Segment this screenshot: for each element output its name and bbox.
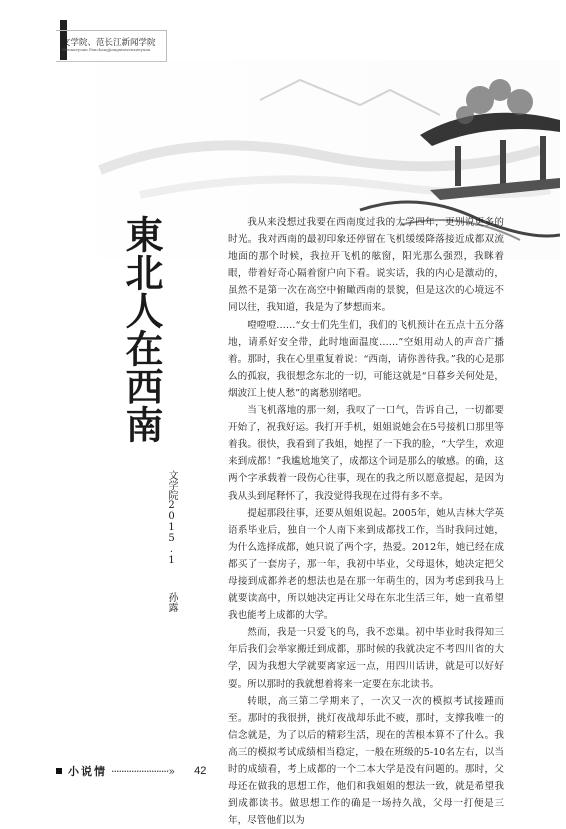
article-byline (165, 470, 177, 612)
footer-square-icon (56, 768, 62, 774)
paragraph: 我从来没想过我要在西南度过我的大学四年，更别说更多的时光。我对西南的最初印象还停留在飞机缓缓降落接近成都双流地面的那个时候，我拉开飞机的舷窗，阳光那么强烈，我眯着眼，带着好奇心隔着窗户向下看。说实话，我的内心是激动的，虽然不是第一次在高空中俯瞰西南的景貌，但是这次的心境远不同以往，我知道，我是为了梦想而来。 (228, 217, 504, 314)
paragraph: 噔噔噔……“女士们先生们，我们的飞机预计在五点十五分落地，请系好安全带，此时地面温度……”空姐用动人的声音广播着。那时，我在心里重复着说：“西南，请你善待我。”我的心是那么的孤寂，我很想念东北的一切，可能这就是“日暮乡关何处是，烟波江上使人愁”的离愁别绪吧。 (228, 319, 504, 399)
page-footer (56, 763, 206, 779)
paragraph: 然而，我是一只爱飞的鸟，我不恋巢。初中毕业时我得知三年后我们会举家搬迁到成都，那时候的我就决定不考四川省的大学，因为我想大学就要离家远一点，用四川话讲，就是可以好好耍。所以那时的我就想着将来一定要在东北读书。 (228, 627, 504, 690)
paragraph: 转眼，高三第二学期来了，一次又一次的模拟考试接踵而至。那时的我很拼，挑灯夜战却乐此不疲，那时，支撑我唯一的信念就是，为了以后的精彩生活，现在的苦根本算不了什么。我高三的模拟考试成绩相当稳定，一般在班级的5-10名左右，以当时的成绩看，考上成都的一个二本大学是没有问题的。那时，父母还在做我的思想工作，他们和我姐姐的想法一致，就是希望我到成都读书。做思想工作的确是一场持久战，父母一打便是三年，尽管他们以为 (228, 695, 504, 827)
article-body (228, 214, 504, 829)
article-title: 東北人在西南 (119, 215, 164, 443)
paragraph: 提起那段往事，还要从姐姐说起。2005年，她从吉林大学英语系毕业后，独自一个人南下来到成都找工作，当时我问过她，为什么选择成都，她只说了两个字，热爱。2012年，她已经在成都买了一套房子，那一年，我初中毕业，父母退休，她决定把父母接到成都养老的想法也是在那一年萌生的，因为考虑到我马上就要读高中，所以她决定再让父母在东北生活三年，她一直希望我也能考上成都的大学。 (228, 507, 504, 622)
page-number: 42 (194, 765, 207, 777)
byline-author: 孙露 (166, 592, 177, 612)
footer-dots: ·······················» (111, 764, 175, 778)
section-title: 文学院、范长江新闻学院 (62, 38, 156, 48)
paragraph: 当飞机落地的那一刻，我叹了一口气，告诉自己，一切都要开始了，祝我好运。我打开手机，姐姐说她会在5号接机口那里等着我。很快，我看到了我姐，她捏了一下我的脸，“大学生，欢迎来到成都！”我尴尬地笑了，成都这个词是那么的敏感。的确，这两个字承载着一段伤心往事，现在的我之所以愿意提起，是因为我从头到尾释怀了，我没觉得我现在过得有多不幸。 (228, 405, 504, 502)
section-subtitle: Wenxueyuan Fanchangjiangxinwenxueyuan (62, 47, 151, 52)
byline-org: 文学院2015.1 (166, 470, 177, 566)
magazine-name: 小说情 (68, 765, 107, 778)
